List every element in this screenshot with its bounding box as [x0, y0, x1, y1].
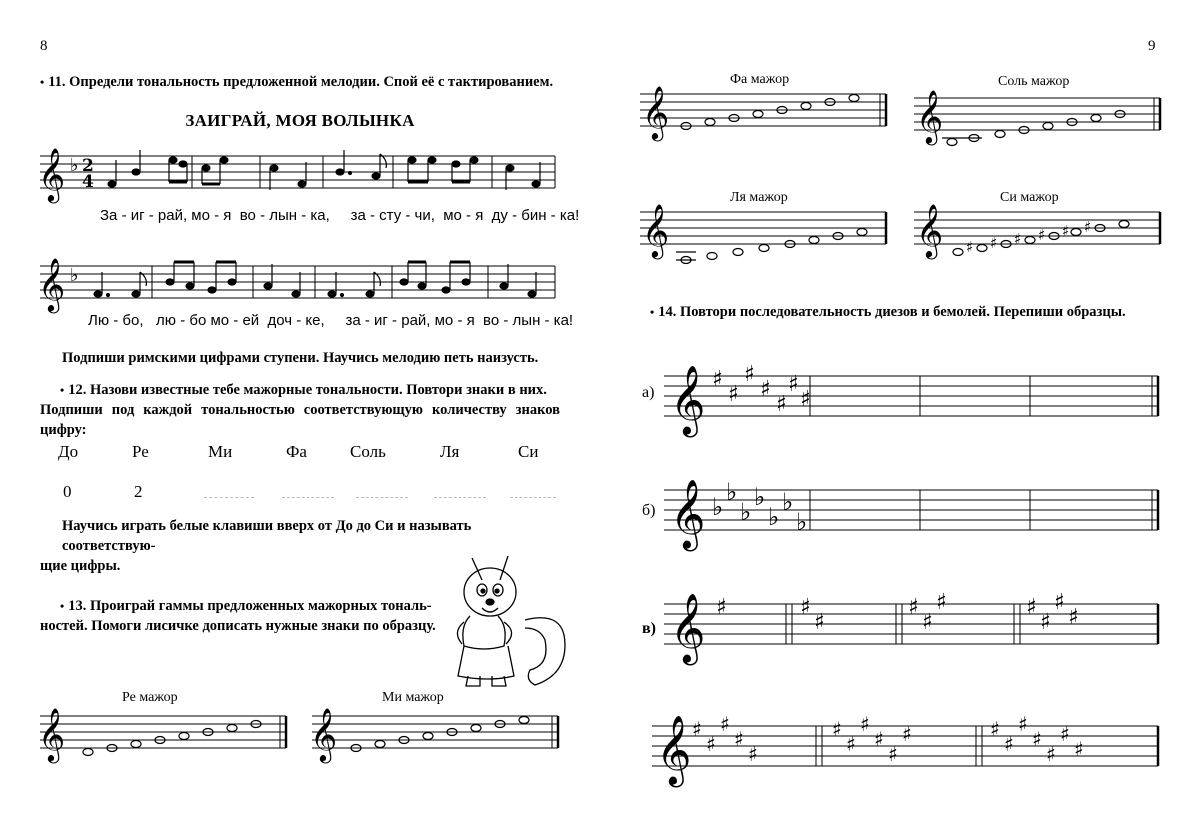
- sharps-staff-a: [664, 356, 1164, 436]
- key-mi: Ми: [208, 442, 233, 461]
- treble-clef-icon: 𝄞: [38, 147, 66, 201]
- time-signature-top: 2: [82, 156, 94, 176]
- key-si: Си: [518, 442, 539, 461]
- treble-clef-icon: 𝄞: [310, 707, 338, 761]
- answer-blank-si[interactable]: [510, 497, 556, 498]
- scale-staff-sol-major: [914, 89, 1164, 152]
- svg-text:♯: ♯: [1040, 610, 1051, 635]
- scale-caption-si: Си мажор: [1000, 190, 1059, 205]
- scale-staff-la-major: [640, 203, 890, 266]
- svg-text:♯: ♯: [990, 234, 998, 252]
- song-title: ЗАИГРАЙ, МОЯ ВОЛЫНКА: [185, 111, 415, 130]
- answer-blank-mi[interactable]: [204, 497, 254, 498]
- sharps-staff-final: [652, 706, 1162, 786]
- flats-staff-b: [664, 472, 1164, 552]
- svg-text:♯: ♯: [720, 712, 730, 736]
- svg-text:♯: ♯: [1060, 722, 1070, 746]
- svg-text:♯: ♯: [846, 732, 856, 756]
- lyrics-line-1: За - иг - рай, мо - я во - лын - ка, за - сту - чи, мо - я ду - бин - ка!: [100, 207, 580, 224]
- svg-text:♭: ♭: [712, 493, 724, 521]
- flat-sign-icon: ♭: [70, 155, 79, 176]
- scale-caption-sol: Соль мажор: [998, 74, 1070, 89]
- svg-text:♯: ♯: [800, 595, 811, 620]
- svg-text:♯: ♯: [888, 742, 898, 766]
- scale-caption-la: Ля мажор: [730, 190, 788, 205]
- svg-text:♯: ♯: [788, 372, 799, 397]
- treble-clef-icon: 𝄞: [670, 365, 706, 435]
- svg-text:♯: ♯: [1026, 595, 1037, 620]
- lyrics-line-2: Лю - бо, лю - бо мо - ей доч - ке, за - иг - рай, мо - я во - лын - ка!: [88, 312, 574, 329]
- treble-clef-icon: 𝄞: [670, 593, 706, 663]
- svg-text:♯: ♯: [1084, 218, 1092, 236]
- svg-text:♯: ♯: [1014, 230, 1022, 248]
- treble-clef-icon: 𝄞: [656, 715, 692, 785]
- svg-text:♯: ♯: [936, 590, 947, 615]
- svg-text:♯: ♯: [832, 717, 842, 741]
- song-staff-2: [38, 257, 560, 311]
- time-signature-bottom: 4: [82, 172, 94, 192]
- key-fa: Фа: [286, 442, 307, 461]
- svg-text:♯: ♯: [874, 727, 884, 751]
- svg-text:♯: ♯: [776, 392, 787, 417]
- svg-text:♯: ♯: [1062, 222, 1070, 240]
- svg-text:♯: ♯: [734, 727, 744, 751]
- answer-blank-la[interactable]: [434, 497, 486, 498]
- svg-text:♯: ♯: [706, 732, 716, 756]
- treble-clef-icon: 𝄞: [670, 479, 706, 549]
- scale-caption-re: Ре мажор: [122, 690, 178, 705]
- svg-text:♯: ♯: [1032, 727, 1042, 751]
- flat-sign-icon: ♭: [70, 265, 79, 286]
- page-number-right: 9: [1148, 38, 1156, 54]
- svg-text:♭: ♭: [740, 498, 752, 526]
- svg-text:♯: ♯: [902, 722, 912, 746]
- key-re-number: 2: [134, 482, 143, 501]
- page-number-left: 8: [40, 38, 48, 54]
- song-staff-1: [38, 146, 560, 201]
- key-sol: Соль: [350, 442, 386, 461]
- svg-text:♯: ♯: [744, 362, 755, 387]
- svg-text:♯: ♯: [966, 238, 974, 256]
- scale-staff-fa-major: [640, 85, 890, 148]
- task-11-instruction: Подпиши римскими цифрами ступени. Научись мелодию петь наизусть.: [62, 350, 539, 366]
- svg-text:♯: ♯: [1068, 605, 1079, 630]
- treble-clef-icon: 𝄞: [642, 85, 670, 139]
- svg-text:♯: ♯: [800, 387, 811, 412]
- svg-text:♯: ♯: [1046, 742, 1056, 766]
- task-14-heading: • 14. Повтори последовательность диезов и бемолей. Перепиши образцы.: [650, 304, 1126, 320]
- key-do: До: [58, 442, 79, 461]
- answer-blank-sol[interactable]: [356, 497, 408, 498]
- svg-text:♯: ♯: [814, 610, 825, 635]
- svg-text:♯: ♯: [1018, 712, 1028, 736]
- fox-illustration: [440, 550, 580, 690]
- svg-text:♯: ♯: [692, 717, 702, 741]
- svg-text:♭: ♭: [768, 503, 780, 531]
- row-label-b: б): [642, 502, 656, 519]
- svg-text:♯: ♯: [760, 377, 771, 402]
- treble-clef-icon: 𝄞: [642, 203, 670, 257]
- svg-text:♯: ♯: [1038, 226, 1046, 244]
- svg-text:♯: ♯: [922, 610, 933, 635]
- key-do-number: 0: [63, 482, 72, 501]
- treble-clef-icon: 𝄞: [38, 257, 66, 311]
- svg-text:♯: ♯: [990, 717, 1000, 741]
- row-label-v: в): [642, 620, 656, 637]
- treble-clef-icon: 𝄞: [916, 89, 944, 143]
- svg-text:♯: ♯: [716, 595, 727, 620]
- svg-text:♯: ♯: [728, 382, 739, 407]
- key-la: Ля: [440, 442, 460, 461]
- svg-text:♯: ♯: [712, 367, 723, 392]
- svg-text:♯: ♯: [860, 712, 870, 736]
- row-label-a: а): [642, 384, 655, 401]
- key-re: Ре: [132, 442, 149, 461]
- svg-text:♯: ♯: [1004, 732, 1014, 756]
- svg-text:♯: ♯: [748, 742, 758, 766]
- answer-blank-fa[interactable]: [282, 497, 334, 498]
- sharps-staff-v: [664, 588, 1164, 668]
- scale-staff-mi-major: [312, 708, 562, 768]
- svg-text:♯: ♯: [1074, 737, 1084, 761]
- scale-staff-si-major: [914, 203, 1164, 266]
- scale-caption-mi: Ми мажор: [382, 690, 444, 705]
- scale-caption-fa: Фа мажор: [730, 72, 790, 87]
- treble-clef-icon: 𝄞: [916, 203, 944, 257]
- svg-text:♭: ♭: [796, 508, 808, 536]
- task-13-heading: • 13. Проиграй гаммы предложенных мажорных тональ- ностей. Помоги лисичке дописать нужные знаки по образцу.: [40, 598, 436, 634]
- svg-text:♯: ♯: [1054, 590, 1065, 615]
- scale-staff-re-major: [40, 708, 290, 768]
- svg-text:♯: ♯: [908, 595, 919, 620]
- treble-clef-icon: 𝄞: [38, 707, 66, 761]
- svg-text:♭: ♭: [754, 483, 766, 511]
- task-12-instruction: Научись играть белые клавиши вверх от До до Си и называть соответствую- щие цифры.: [40, 518, 472, 574]
- svg-text:♭: ♭: [726, 478, 738, 506]
- task-11-heading: • 11. Определи тональность предложенной мелодии. Спой её с тактированием.: [40, 74, 554, 90]
- task-12-heading: • 12. Назови известные тебе мажорные тональности. Повтори знаки в них. Подпиши под каждой тональностью соответствующую количеству знаков цифру:: [40, 382, 560, 438]
- svg-text:♭: ♭: [782, 488, 794, 516]
